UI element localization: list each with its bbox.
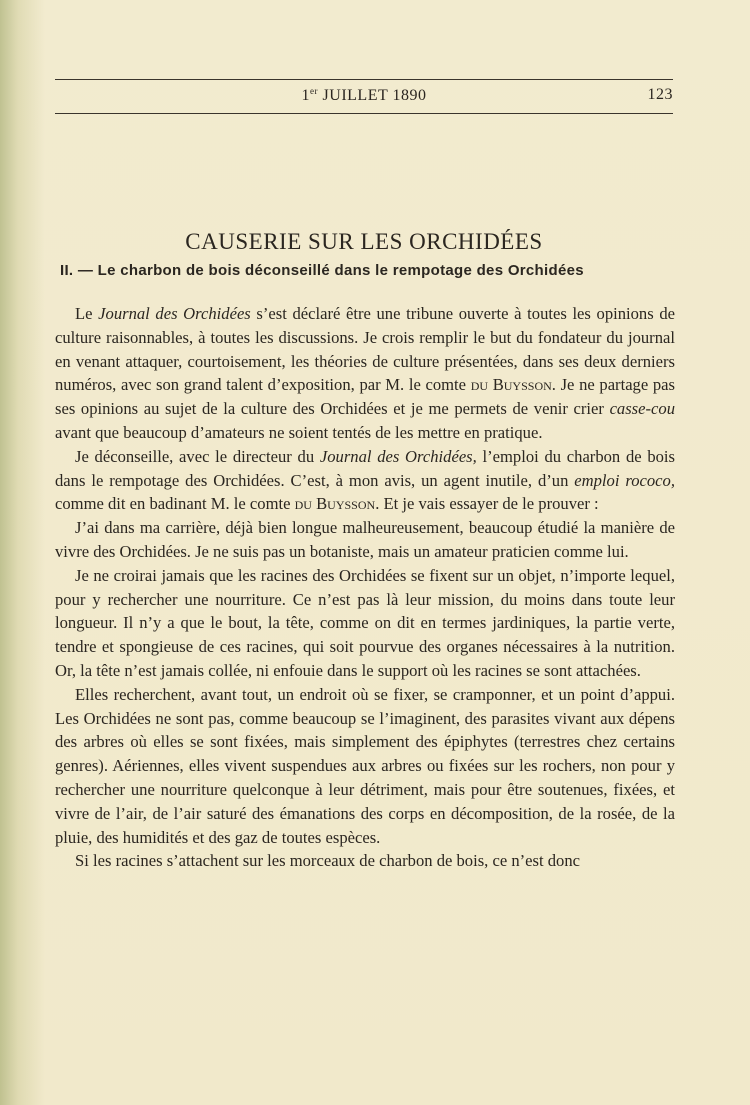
author-name: du Buysson <box>470 375 552 395</box>
journal-title-italic: Journal des Orchidées <box>98 304 251 323</box>
article-subtitle: II. — Le charbon de bois déconseillé dans le rempotage des Orchidées <box>60 262 584 279</box>
header-rule-bottom <box>55 113 673 114</box>
paragraph: Je ne croirai jamais que les racines des Orchidées se fixent sur un objet, n’importe lequel, pour y rechercher une nourriture. Ce n’est pas là leur mission, du moins dans toute leur longueur. Il n’y a que le bout, la tête, comme on dit en termes jardiniques, la partie verte, tendre et spongieuse de ces racines, qui soit pourvue des organes nécessaires à la nutrition. Or, la tête n’est jamais collée, ni enfouie dans le support où les racines se sont attachées. <box>55 565 675 680</box>
header-date <box>55 86 673 105</box>
paragraph: J’ai dans ma carrière, déjà bien longue malheureusement, beaucoup étudié la manière de vivre des Orchidées. Je ne suis pas un botaniste, mais un amateur praticien comme lui. <box>55 518 675 561</box>
page-number: 123 <box>647 86 673 103</box>
date-day: 1 <box>301 87 311 104</box>
author-name: du Buysson <box>294 494 376 514</box>
article-title: CAUSERIE SUR LES ORCHIDÉES <box>185 229 543 255</box>
running-header <box>55 86 673 108</box>
italic-phrase: emploi rococo, <box>574 470 675 490</box>
article-body <box>55 302 675 873</box>
header-rule-top <box>55 79 673 80</box>
paragraph: Elles recherchent, avant tout, un endroit où se fixer, se cramponner, et un point d’appui. Les Orchidées ne sont pas, comme beaucoup se l’imaginent, des parasites vivant aux dépens des arbres où elles se sont fixées, mais simplement des épiphytes (terrestres chez certains genres). Aériennes, elles vivent suspendues aux arbres ou fixées sur les rochers, non pour y rechercher une nourriture quelconque à leur détriment, mais pour être soutenues, fixées, et vivre de l’air, de l’air saturé des émanations des corps en décomposition, de la rosée, de la pluie, des humidités et des gaz de toutes espèces. <box>55 684 675 847</box>
paragraph: Si les racines s’attachent sur les morceaux de charbon de bois, ce n’est donc <box>75 851 581 871</box>
date-month-year: JUILLET 1890 <box>318 87 427 104</box>
paragraph: Je déconseille, avec le directeur du Journal des Orchidées, l’emploi du charbon de bois dans le rempotage des Orchidées. C’est, à mon avis, un agent inutile, d’un emploi rococo, comme dit en badinant M. le comte du Buysson. Et je vais essayer de le prouver : <box>55 446 675 514</box>
paragraph: Le Journal des Orchidées s’est déclaré être une tribune ouverte à toutes les opinions de culture raisonnables, à toutes les discussions. Je crois remplir le but du fondateur du journal en venant attaquer, courtoisement, les théories de culture présentées, dans ses deux derniers numéros, avec son grand talent d’exposition, par M. le comte du Buysson. Je ne partage pas ses opinions au sujet de la culture des Orchidées et je me permets de venir crier casse-cou avant que beaucoup d’amateurs ne soient tentés de les mettre en pratique. <box>55 304 675 442</box>
journal-title-italic: Journal des Orchidées, <box>319 446 477 466</box>
italic-phrase: casse-cou <box>609 399 675 419</box>
date-ordinal: er <box>310 86 319 96</box>
